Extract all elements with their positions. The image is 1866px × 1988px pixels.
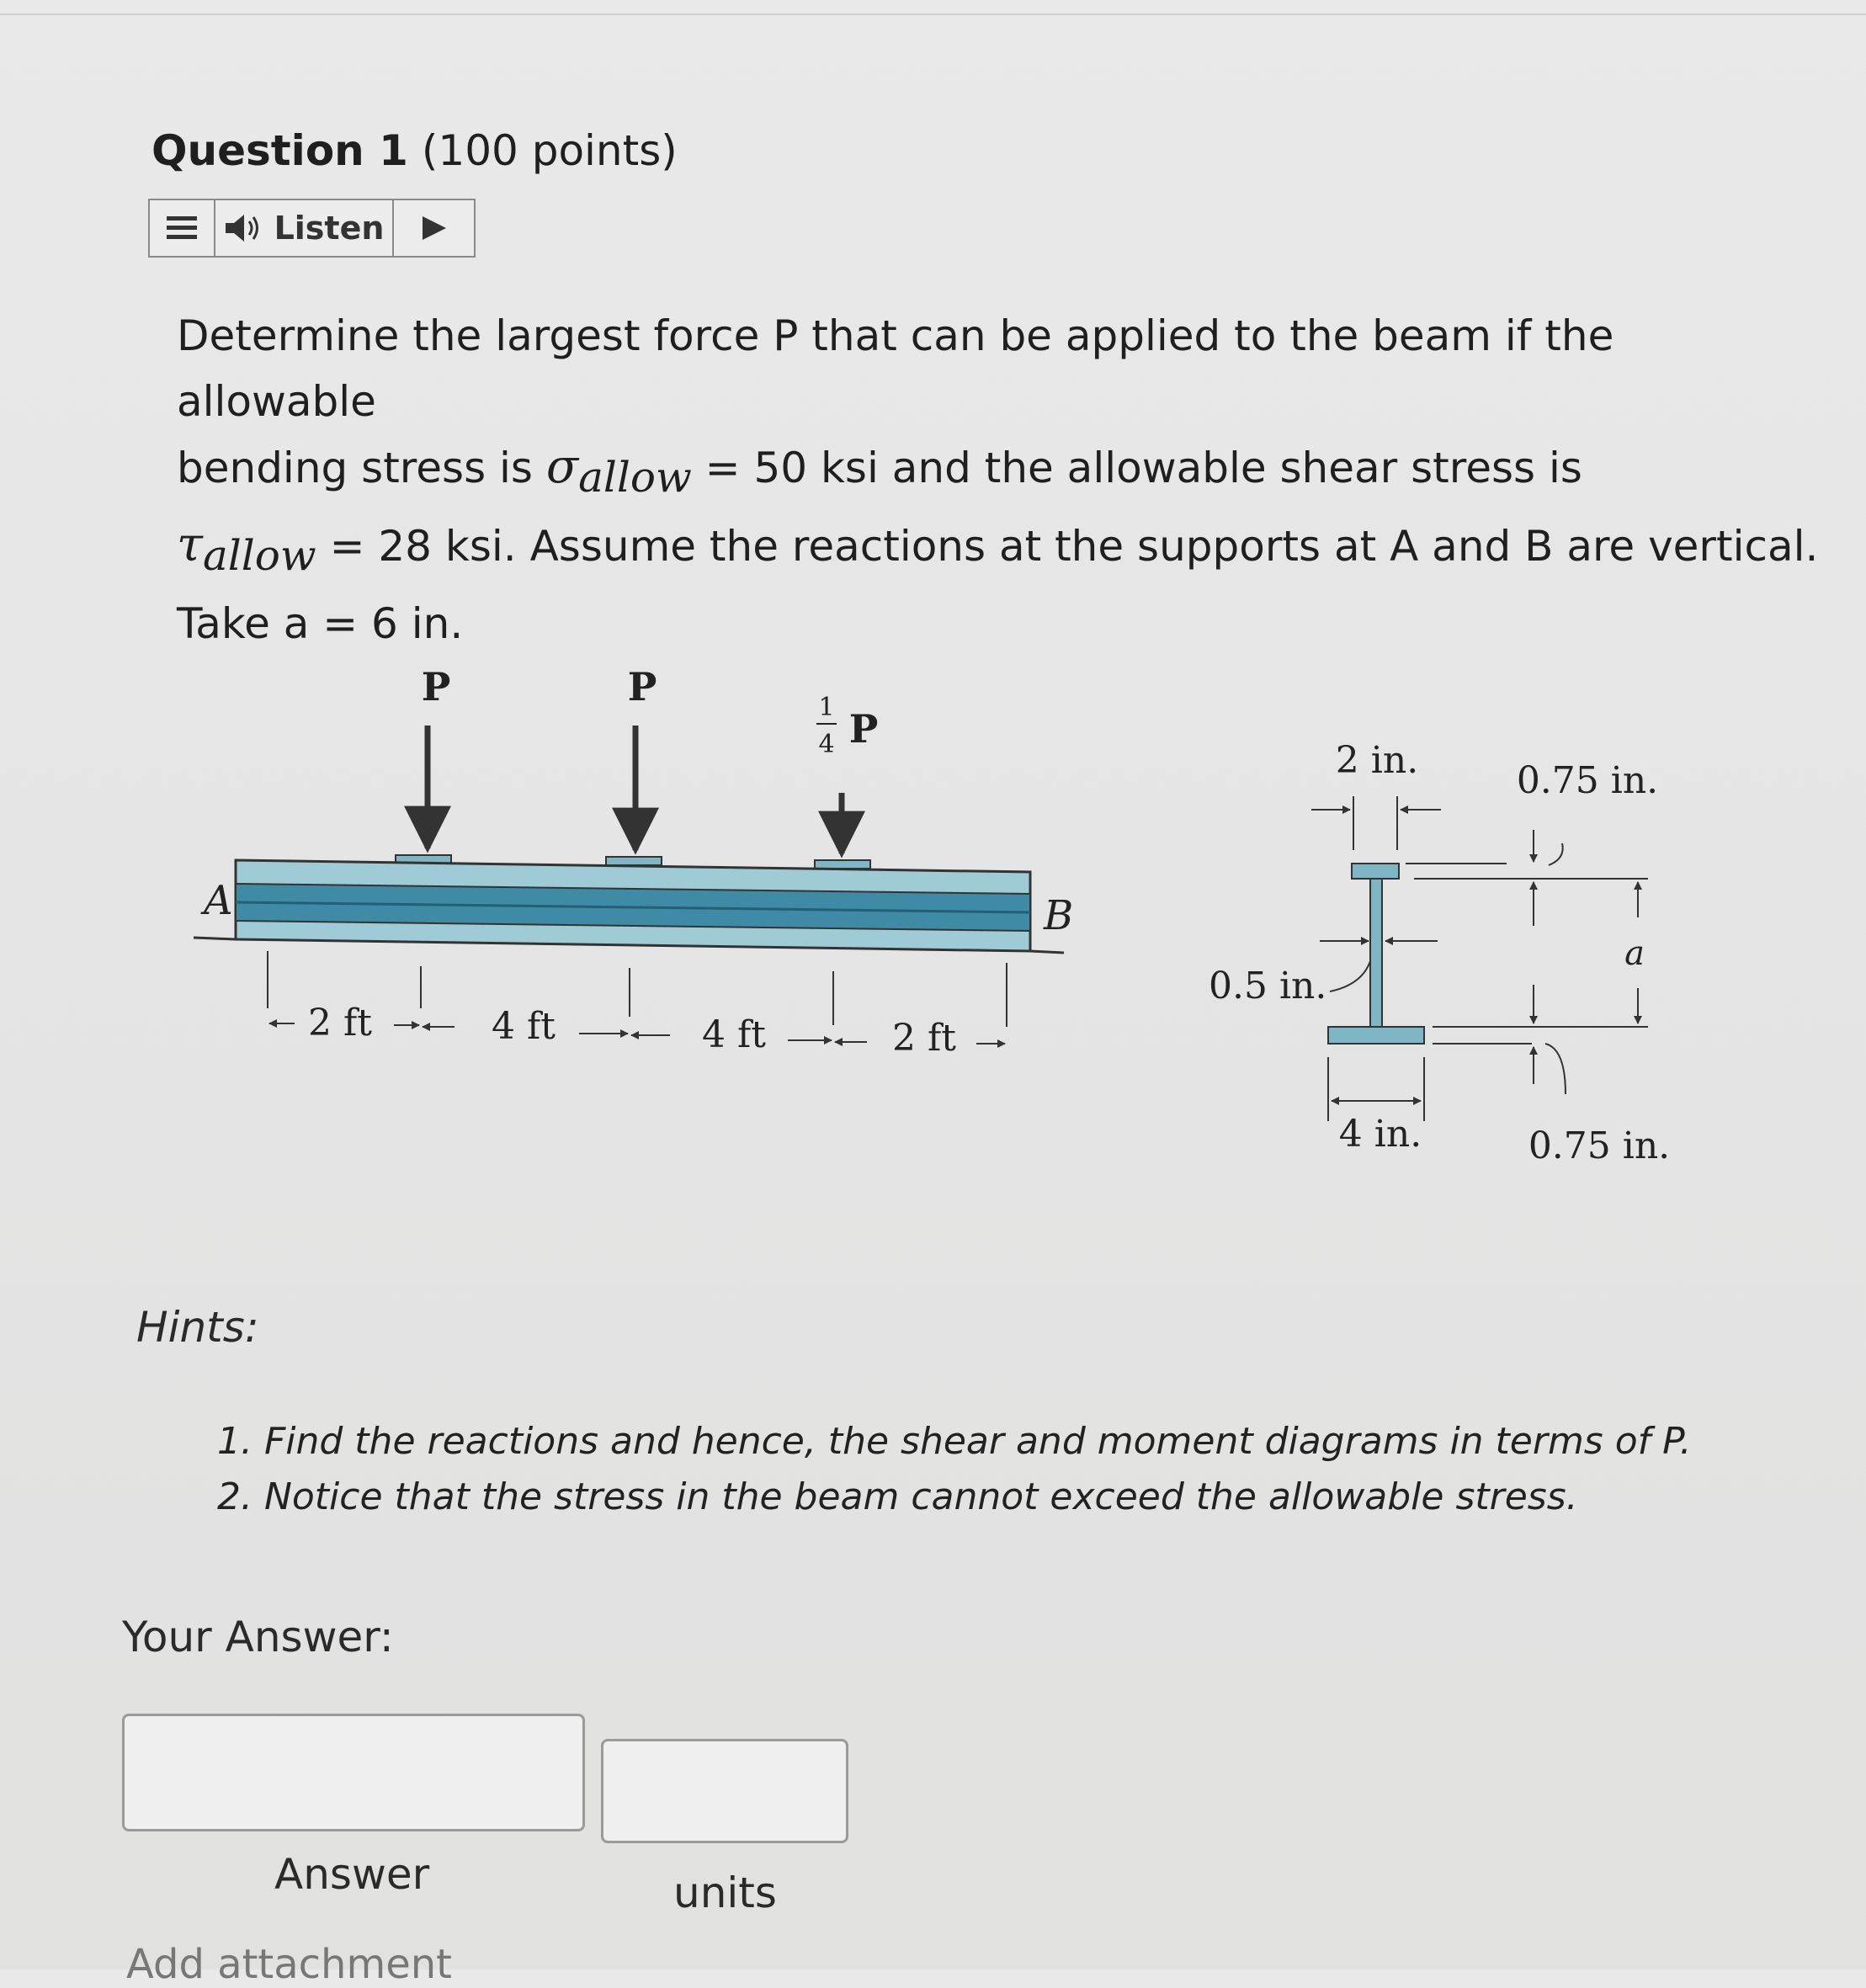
beam-figure (168, 648, 1709, 1204)
bottom-flange-thickness-label: 0.75 in. (1528, 1124, 1671, 1167)
hint-item-1: 1. Find the reactions and hence, the shear and moment diagrams in terms of P. (217, 1420, 1692, 1463)
hints-list (217, 1414, 1692, 1525)
problem-statement (177, 303, 1826, 656)
play-button[interactable] (394, 200, 474, 256)
span-label-2: 4 ft (492, 1005, 556, 1048)
question-title (152, 126, 678, 175)
load3-p: P (848, 706, 879, 752)
top-flange (1352, 864, 1399, 879)
top-flange-width-label: 2 in. (1335, 739, 1419, 782)
load3-denominator: 4 (818, 730, 835, 759)
span-label-1: 2 ft (308, 1002, 372, 1044)
problem-line-4: Take a = 6 in. (177, 599, 464, 648)
support-b-label: B (1044, 892, 1074, 939)
web-leader (1330, 961, 1370, 991)
web (1370, 879, 1382, 1027)
units-field-label: units (673, 1868, 777, 1917)
span-label-3: 4 ft (702, 1013, 766, 1056)
top-flange-thickness-label: 0.75 in. (1516, 759, 1659, 802)
support-b-ground (1030, 951, 1064, 953)
load3-numerator: 1 (818, 693, 835, 722)
load-plate-3 (815, 860, 870, 869)
your-answer-label: Your Answer: (122, 1613, 394, 1661)
hint-item-2: 2. Notice that the stress in the beam cannot exceed the allowable stress. (217, 1475, 1578, 1518)
menu-icon (167, 215, 197, 242)
question-number: Question 1 (152, 126, 408, 175)
problem-line-3 (177, 513, 1826, 591)
support-a-label: A (204, 877, 233, 924)
tau-equation: = 28 ksi. Assume the reactions at the supports at A and B are vertical. (316, 522, 1819, 571)
answer-field-label: Answer (274, 1850, 430, 1899)
tau-subscript: allow (202, 531, 316, 580)
units-input[interactable] (601, 1739, 848, 1843)
answer-input[interactable] (122, 1714, 585, 1831)
load-plate-2 (606, 857, 662, 865)
bottom-flange (1328, 1027, 1424, 1044)
page-top-divider (0, 13, 1866, 15)
top-thickness-leader (1549, 843, 1563, 865)
span-label-4: 2 ft (892, 1017, 956, 1060)
play-icon (421, 215, 448, 242)
support-a-ground (194, 938, 236, 939)
tau-symbol: τ (177, 518, 203, 572)
load-label-2: P (627, 664, 657, 710)
speaker-icon (224, 213, 263, 243)
bottom-thickness-leader (1545, 1044, 1566, 1094)
problem-line-2 (177, 434, 1826, 513)
readspeaker-toolbar (148, 199, 476, 258)
toolbar-menu-button[interactable] (150, 200, 215, 256)
web-height-label: a (1624, 934, 1645, 973)
problem-line-1: Determine the largest force P that can be applied to the beam if the allowable (177, 311, 1614, 426)
question-points: (100 points) (421, 126, 678, 175)
hints-label: Hints: (136, 1303, 259, 1352)
sigma-equation: = 50 ksi and the allowable shear stress is (691, 444, 1582, 492)
listen-label: Listen (274, 210, 385, 247)
bottom-flange-width-label: 4 in. (1338, 1113, 1422, 1156)
sigma-subscript: allow (578, 453, 692, 502)
sigma-symbol: σ (545, 439, 579, 494)
web-thickness-label: 0.5 in. (1209, 965, 1327, 1007)
add-attachment-link[interactable]: Add attachment (126, 1941, 452, 1988)
load-label-1: P (421, 664, 451, 710)
cross-section-diagram (1209, 739, 1670, 1167)
listen-button[interactable] (215, 200, 394, 256)
beam-diagram (194, 664, 1073, 1060)
problem-line-2-text: bending stress is (177, 444, 546, 492)
